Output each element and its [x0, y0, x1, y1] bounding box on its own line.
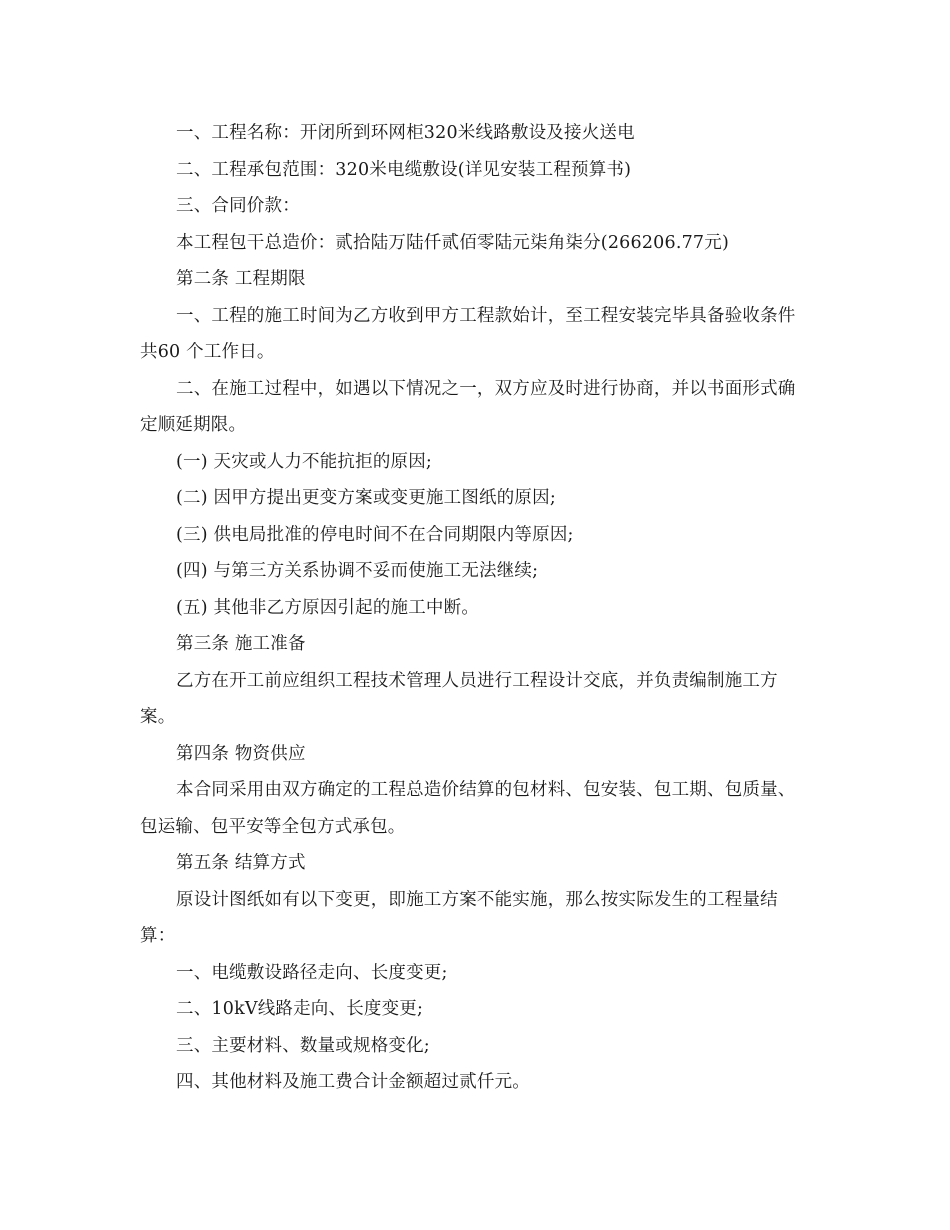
section-heading: 第三条 施工准备	[176, 634, 306, 654]
list-item: (四) 与第三方关系协调不妥而使施工无法继续;	[176, 561, 539, 581]
paragraph: 一、工程名称：开闭所到环网柜320米线路敷设及接火送电	[176, 123, 635, 143]
paragraph: 三、合同价款：	[176, 196, 300, 216]
paragraph: 本合同采用由双方确定的工程总造价结算的包材料、包安装、包工期、包质量、包运输、包平安等全包方式承包。	[140, 780, 796, 837]
section-heading: 第四条 物资供应	[176, 743, 306, 764]
list-item: (五) 其他非乙方原因引起的施工中断。	[176, 597, 480, 618]
document-body	[140, 115, 800, 1101]
section-heading: 第五条 结算方式	[176, 853, 306, 873]
list-item: 二、10kV线路走向、长度变更;	[176, 999, 424, 1019]
paragraph: 一、工程的施工时间为乙方收到甲方工程款始计，至工程安装完毕具备验收条件共60 个工作日。	[140, 305, 796, 362]
list-item: 四、其他材料及施工费合计金额超过贰仟元。	[176, 1072, 530, 1092]
paragraph: 二、工程承包范围：320米电缆敷设(详见安装工程预算书)	[176, 159, 632, 180]
paragraph: 二、在施工过程中，如遇以下情况之一，双方应及时进行协商，并以书面形式确定顺延期限。	[140, 378, 796, 435]
list-item: (三) 供电局批准的停电时间不在合同期限内等原因;	[176, 524, 574, 545]
list-item: 一、电缆敷设路径走向、长度变更;	[176, 962, 448, 983]
list-item: (二) 因甲方提出更变方案或变更施工图纸的原因;	[176, 488, 556, 508]
paragraph: 原设计图纸如有以下变更，即施工方案不能实施，那么按实际发生的工程量结算：	[140, 889, 778, 946]
paragraph: 乙方在开工前应组织工程技术管理人员进行工程设计交底，并负责编制施工方案。	[140, 670, 778, 727]
list-item: 三、主要材料、数量或规格变化;	[176, 1035, 430, 1056]
section-heading: 第二条 工程期限	[176, 269, 306, 289]
list-item: (一) 天灾或人力不能抗拒的原因;	[176, 451, 433, 472]
paragraph: 本工程包干总造价：贰拾陆万陆仟贰佰零陆元柒角柒分(266206.77元)	[176, 232, 729, 253]
